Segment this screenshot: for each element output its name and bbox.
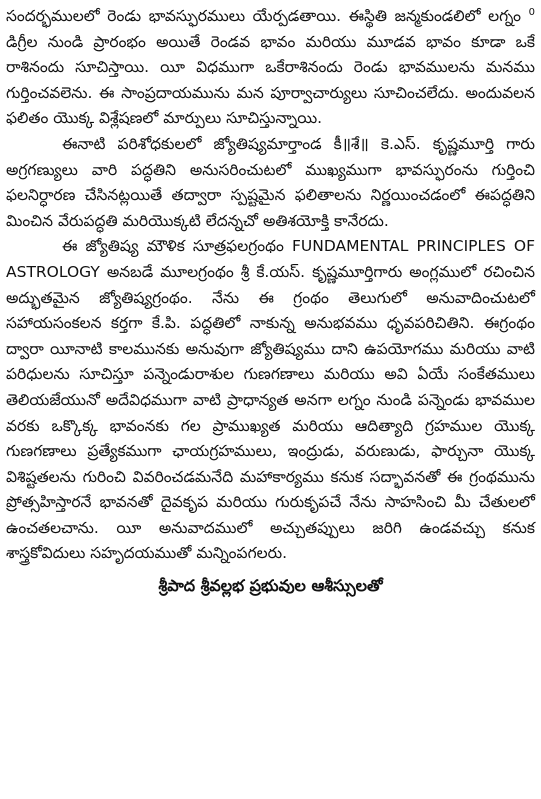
- blessing-line: శ్రీపాద శ్రీవల్లభ ప్రభువుల ఆశీస్సులతో: [158, 576, 383, 596]
- paragraph-3: ఈ జ్యోతిష్య మౌళిక సూత్రఫలగ్రంథం FUNDAMENTAL PRINCIPLES OF ASTROLOGY అనబడే మూలగ్రంథం శ్రీ కే.యస్. కృష్ణమూర్తిగారు అంగ్లములో రచించిన అద్భుతమైన జ్యోతిష్యగ్రంథం. నేను ఈ గ్రంథం తెలుగులో అనువాదించుటలో సహాయసంకలన కర్తగా కే.పి. పద్ధతిలో నాకున్న అనుభవము ధృవపరిచితిని. ఈగ్రంథం ద్వారా యీనాటి కాలమునకు అనువుగా జ్యోతిష్యము దాని ఉపయోగము మరియు వాటి పరిధులను సూచిస్తూ పన్నెండురాశుల గుణగణాలు మరియు అవి ఏయే సంకేతములు తెలియజేయునో అదేవిధముగా వాటి ప్రాధాన్యత అనగా లగ్నం నుండి పన్నెండు భావముల వరకు ఒక్కొక్క భావంనకు గల ప్రాముఖ్యత మరియు ఆదిత్యాది గ్రహముల యొక్క గుణగణాలు ప్రత్యేకముగా ఛాయగ్రహములు, ఇంద్రుడు, వరుణుడు, ఫార్చునా యొక్క విశిష్టతలను గురించి వివరించడమనేది మహాకార్యము కనుక సద్భావనతో ఈ గ్రంథమును ప్రోత్సహిస్తారనే భావనతో దైవకృప మరియు గురుకృపచే నేను సాహసించి మీ చేతులలో ఉంచతలచాను. యీ అనువాదములో అచ్చుతప్పులు జరిగి ఉండవచ్చు కనుక శాస్త్రకోవిదులు సహృదయముతో మన్నింపగలరు.: [6, 237, 535, 563]
- degree-sup: 0: [528, 6, 535, 18]
- paragraph-1-lead: సందర్భములలో రెండు భావస్ఫురములు యేర్పడతాయి. ఈస్థితి జన్మకుండలిలో లగ్నం: [6, 7, 529, 25]
- paragraph-2: ఈనాటి పరిశోధకులలో జ్యోతిష్యమార్తాండ కీ॥శే॥ కె.ఎస్. కృష్ణమూర్తి గారు అగ్రగణ్యులు వారి పద్ధతిని అనుసరించుటలో ముఖ్యముగా భావస్ఫురంను గుర్తించి ఫలనిర్ధారణ చేసినట్లయితే తద్వారా స్పష్టమైన ఫలితాలను నిర్ణయించడంలో ఈపద్ధతిని మించిన వేరుపద్ధతి మరియొక్కటి లేదన్నచో అతిశయోక్తి కానేరదు.: [6, 134, 535, 230]
- paragraph-1-tail: డిగ్రీల నుండి ప్రారంభం అయితే రెండవ భావం మరియు మూడవ భావం కూడా ఒకే రాశినందు సూచిస్తాయి. యీ విధముగా ఒకేరాశినందు రెండు భావములను మనము గుర్తించవలెను. ఈ సాంప్రదాయమును మన పూర్వాచార్యులు సూచించలేదు. అందువలన ఫలితం యొక్క విశ్లేషణలో మార్పులు సూచిస్తున్నాయి.: [6, 32, 535, 128]
- paragraph-1: [6, 4, 535, 132]
- book-page: [6, 4, 535, 599]
